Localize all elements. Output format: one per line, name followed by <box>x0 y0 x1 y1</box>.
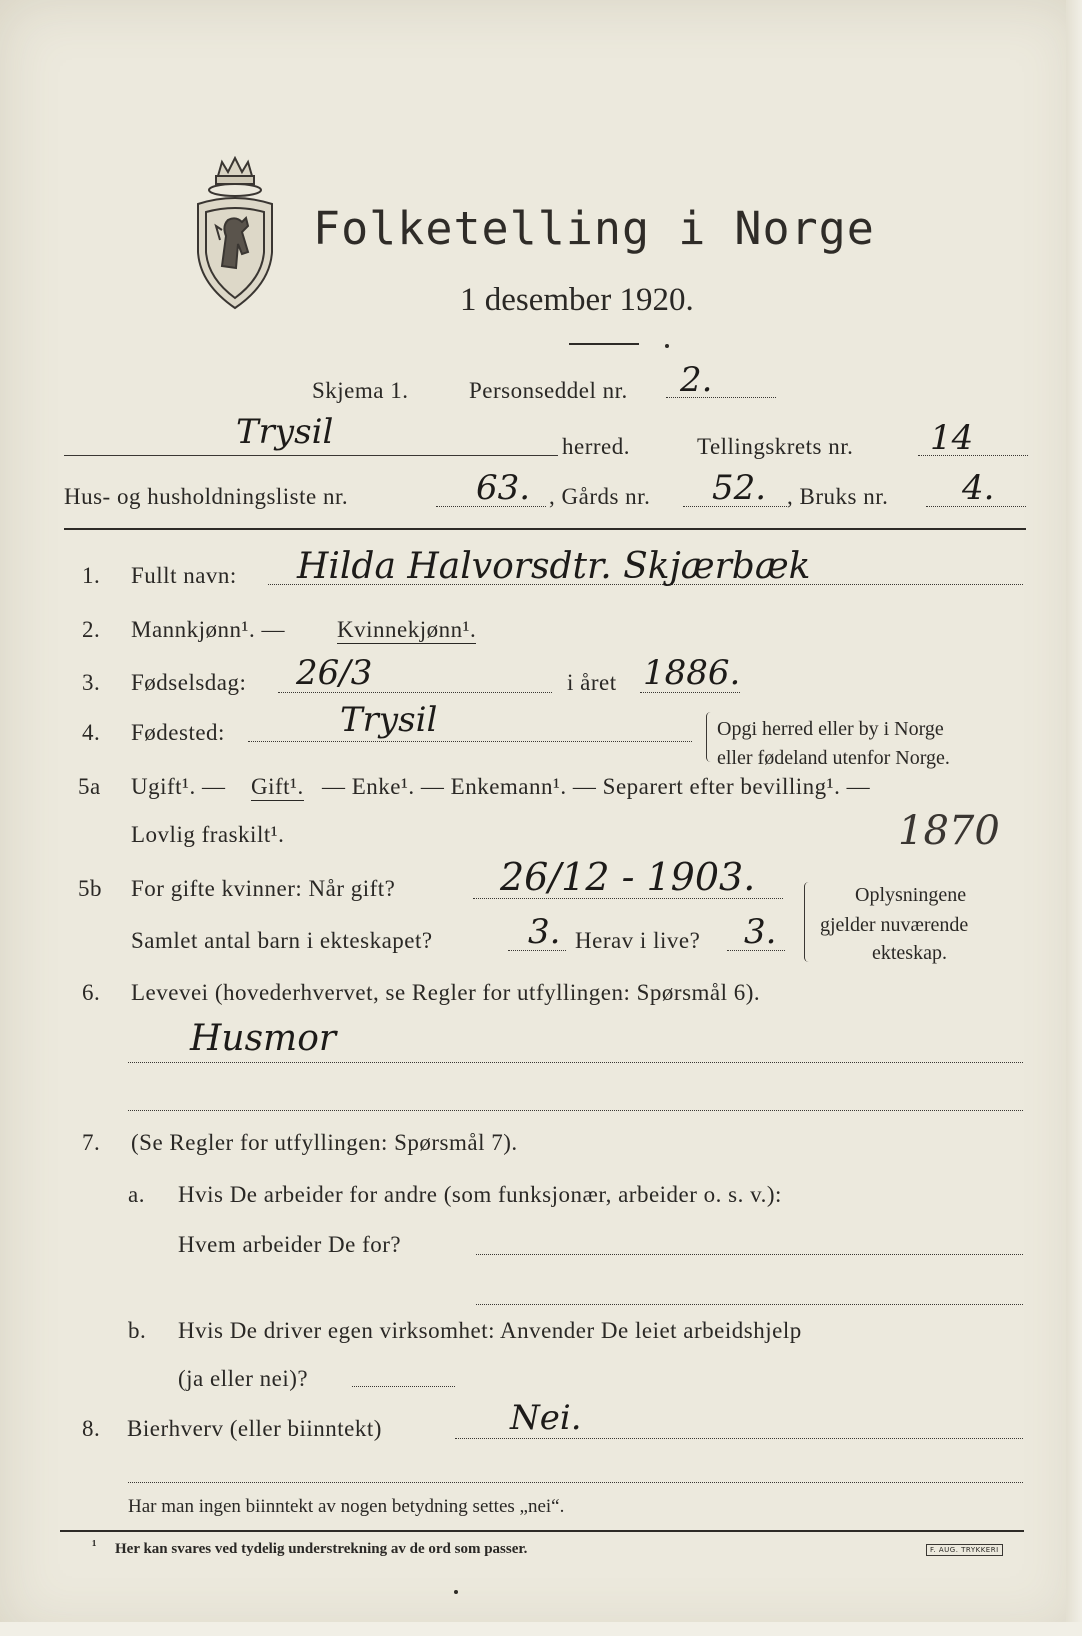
q5b-label-children: Samlet antal barn i ekteskapet? <box>131 928 433 953</box>
q8-field-line <box>455 1438 1023 1439</box>
footnote-mark: ¹ <box>92 1538 97 1554</box>
q4-note-line2: eller fødeland utenfor Norge. <box>717 747 950 769</box>
q8-number: 8. <box>82 1416 101 1441</box>
birth-year-value[interactable]: 1886. <box>643 653 741 693</box>
personseddel-label: Personseddel nr. <box>469 378 628 403</box>
q6-label: Levevei (hovederhvervet, se Regler for utfyllingen: Spørsmål 6). <box>131 980 761 1005</box>
margin-note-year: 1870 <box>898 808 1000 854</box>
q8-label: Bierhverv (eller biinntekt) <box>127 1416 382 1441</box>
q4-field-line <box>248 741 692 742</box>
q7a-line2: Hvem arbeider De for? <box>178 1232 402 1257</box>
herred-label: herred. <box>562 434 630 459</box>
schema-label: Skjema 1. <box>312 378 409 403</box>
q3-year-label: i året <box>567 670 617 695</box>
bruks-label: , Bruks nr. <box>787 484 889 509</box>
q4-label: Fødested: <box>131 720 225 745</box>
q3-label: Fødselsdag: <box>131 670 247 695</box>
q2-female-option[interactable]: Kvinnekjønn¹. <box>337 617 477 642</box>
birthplace-value[interactable]: Trysil <box>340 700 438 740</box>
q1-label: Fullt navn: <box>131 563 237 588</box>
herred-field-line <box>64 455 558 456</box>
page-edge-bottom <box>0 1622 1082 1636</box>
q5a-number: 5a <box>78 774 101 799</box>
footer-note: Har man ingen biinntekt av nogen betydning settes „nei“. <box>128 1496 565 1517</box>
q4-note-line1: Opgi herred eller by i Norge <box>717 718 944 740</box>
q6-field-line-1 <box>128 1062 1023 1063</box>
children-total-value[interactable]: 3. <box>528 912 561 952</box>
q7-label: (Se Regler for utfyllingen: Spørsmål 7). <box>131 1130 518 1155</box>
q6-number: 6. <box>82 980 101 1005</box>
tellingskrets-value[interactable]: 14 <box>930 418 974 458</box>
q7-number: 7. <box>82 1130 101 1155</box>
q7a-field-line-2 <box>476 1304 1023 1305</box>
husliste-label: Hus- og husholdningsliste nr. <box>64 484 349 509</box>
side-income-value[interactable]: Nei. <box>510 1398 582 1438</box>
q5b-note-brace <box>804 882 813 962</box>
form-date: 1 desember 1920. <box>460 282 694 318</box>
form-title: Folketelling i Norge <box>313 202 875 255</box>
bruks-value[interactable]: 4. <box>962 468 995 508</box>
q2-number: 2. <box>82 617 101 642</box>
q7a-letter: a. <box>128 1182 145 1207</box>
q5b-note-line1: Oplysningene <box>855 884 967 906</box>
q7a-line1: Hvis De arbeider for andre (som funksjonær, arbeider o. s. v.): <box>178 1182 782 1207</box>
q7b-field-line <box>352 1386 455 1387</box>
q7b-letter: b. <box>128 1318 147 1343</box>
q4-note-brace <box>706 712 715 762</box>
occupation-value[interactable]: Husmor <box>190 1018 337 1059</box>
birthday-value[interactable]: 26/3 <box>296 653 373 693</box>
q2-male-option[interactable]: Mannkjønn¹. — <box>131 617 285 642</box>
personseddel-value[interactable]: 2. <box>680 360 713 400</box>
page-edge <box>1066 0 1082 1636</box>
q3-number: 3. <box>82 670 101 695</box>
coat-of-arms-icon <box>192 156 278 312</box>
q5a-option-fraskilt[interactable]: Lovlig fraskilt¹. <box>131 822 285 847</box>
q1-number: 1. <box>82 563 101 588</box>
q5b-note-line2: gjelder nuværende <box>820 914 969 936</box>
full-name-value[interactable]: Hilda Halvorsdtr. Skjærbæk <box>297 546 811 587</box>
dot-mark <box>665 344 669 348</box>
q5a-other-options[interactable]: — Enke¹. — Enkemann¹. — Separert efter bevilling¹. — <box>322 774 871 799</box>
q7b-line2: (ja eller nei)? <box>178 1366 309 1391</box>
gards-label: , Gårds nr. <box>549 484 651 509</box>
q6-field-line-2 <box>128 1110 1023 1111</box>
herred-value[interactable]: Trysil <box>236 412 334 452</box>
q8-field-line-2 <box>128 1482 1023 1483</box>
married-date-value[interactable]: 26/12 - 1903. <box>500 855 756 899</box>
tellingskrets-label: Tellingskrets nr. <box>697 434 854 459</box>
q7b-line1: Hvis De driver egen virksomhet: Anvender De leiet arbeidshjelp <box>178 1318 802 1343</box>
header-divider <box>64 528 1026 530</box>
title-rule <box>569 343 639 345</box>
q5b-label-alive: Herav i live? <box>575 928 701 953</box>
q7a-field-line <box>476 1254 1023 1255</box>
q5a-option-gift[interactable]: Gift¹. <box>251 774 304 799</box>
printer-stamp: F. AUG. TRYKKERI <box>926 1544 1003 1556</box>
q4-number: 4. <box>82 720 101 745</box>
footnote-divider <box>60 1530 1024 1532</box>
footnote-text: Her kan svares ved tydelig understrekning av de ord som passer. <box>115 1541 528 1557</box>
bottom-dot-mark <box>454 1590 458 1594</box>
q5b-label-married: For gifte kvinner: Når gift? <box>131 876 396 901</box>
q5b-number: 5b <box>78 876 102 901</box>
q5a-option-ugift[interactable]: Ugift¹. — <box>131 774 226 799</box>
children-alive-value[interactable]: 3. <box>744 912 777 952</box>
q5b-note-line3: ekteskap. <box>872 942 947 964</box>
husliste-value[interactable]: 63. <box>476 468 531 508</box>
gards-value[interactable]: 52. <box>712 468 767 508</box>
